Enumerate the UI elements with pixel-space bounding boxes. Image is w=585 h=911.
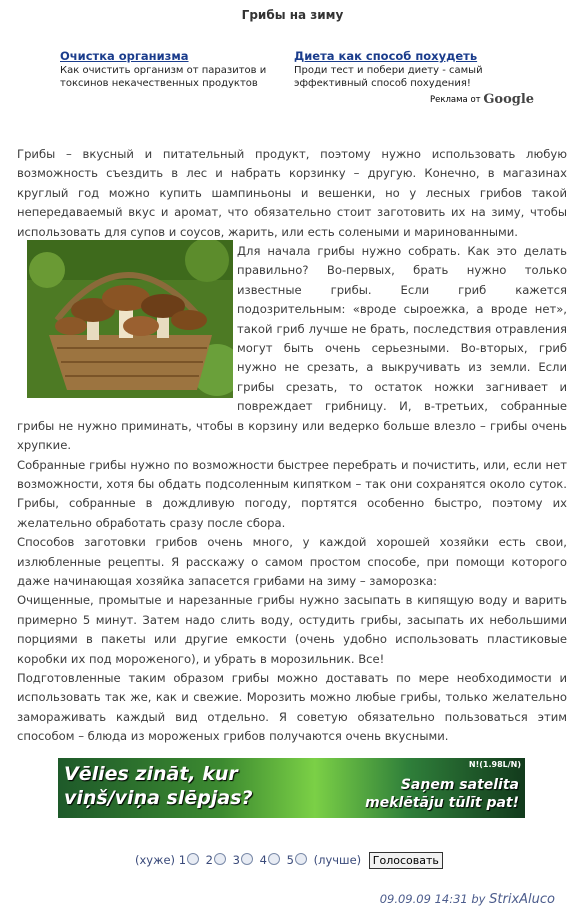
rating-better-label: (лучше) [313, 853, 362, 867]
rating-option-label: 2 [205, 853, 213, 867]
ad-credit-prefix: Реклама от [430, 95, 481, 105]
article-paragraph: Грибы – вкусный и питательный продукт, поэтому нужно использовать любую возможность съездить в лес и набрать корзинку – другую. Конечно, в магазинах круглый год можно купить шампиньоны и вешенки, но у лесных грибов такой непередаваемый вкус и аромат, что обязательно стоит заготовить их на зиму, чтобы использовать для супов и соусов, жарить, или есть солеными и маринованными. [17, 147, 567, 239]
google-logo: Google [483, 92, 535, 107]
ad-1-text: Как очистить организм от паразитов и токсинов некачественных продуктов [60, 65, 267, 89]
ad-block [60, 50, 540, 110]
article-paragraph: Подготовленные таким образом грибы можно доставать по мере необходимости и использовать так же, как и свежие. Морозить можно любые грибы, только желательно замораживать каждый вид отдельно. Я советую обязательно пользоваться этим способом – блюда из мороженых грибов получаются очень вкусными. [17, 670, 567, 744]
rating-form [135, 852, 443, 869]
ads-by-google[interactable] [430, 92, 534, 107]
ad-2-link[interactable]: Диета как способ похудеть [294, 49, 478, 63]
post-author-link[interactable]: StrixAluco [489, 892, 555, 907]
ad-1-link[interactable]: Очистка организма [60, 49, 189, 63]
banner-line1: Vēlies zināt, kur [64, 763, 238, 785]
banner-corner-text: N!(1.98L/N) [468, 760, 521, 769]
rating-option-label: 5 [286, 853, 294, 867]
post-by: by [471, 892, 486, 906]
advert-banner[interactable] [58, 758, 525, 818]
ad-2-text: Проди тест и побери диету - самый эффективный способ похудения! [294, 65, 483, 89]
banner-headline [64, 762, 253, 810]
rating-option-label: 3 [232, 853, 240, 867]
ad-2 [294, 50, 524, 90]
post-date: 09.09.09 14:31 [379, 892, 468, 906]
vote-button[interactable]: Голосовать [369, 852, 443, 869]
rating-radio-1[interactable] [187, 853, 199, 865]
banner-cta-line2: meklētāju tūlīt pat! [365, 795, 519, 811]
ad-1 [60, 50, 290, 90]
post-footer [380, 892, 555, 907]
article-paragraph: Собранные грибы нужно по возможности быстрее перебрать и почистить, или, если нет возможности, хотя бы обдать подсоленным кипятком – так они сохранятся около суток. Грибы, собранные в дождливую погоду, портятся особенно быстро, поэтому их желательно обработать сразу после сбора. [17, 457, 567, 530]
rating-radio-2[interactable] [214, 853, 226, 865]
rating-option-label: 1 [178, 853, 187, 867]
rating-radio-4[interactable] [268, 853, 280, 865]
article-paragraph: Способов заготовки грибов очень много, у каждой хорошей хозяйки есть свои, излюбленные рецепты. Я расскажу о самом простом способе, при помощи которого даже начинающая хозяйка запасется грибами на зиму – заморозка: [17, 535, 567, 588]
banner-cta-line1: Saņem satelita [400, 777, 519, 793]
page-title: Грибы на зиму [241, 8, 344, 22]
article-body [17, 145, 567, 747]
rating-option-label: 4 [259, 853, 267, 867]
mushroom-basket-image [27, 240, 233, 398]
banner-cta [365, 776, 519, 812]
article-paragraph: Очищенные, промытые и нарезанные грибы нужно засыпать в кипящую воду и варить примерно 5 минут. Затем надо слить воду, остудить грибы, засыпать их небольшими порциями в пакеты или другие емкости (очень удобно использовать пластиковые коробки их под мороженого), и убрать в морозильник. Все! [17, 593, 567, 666]
rating-radio-3[interactable] [241, 853, 253, 865]
article-paragraph: Для начала грибы нужно собрать. Как это делать правильно? Во-первых, брать нужно только известные грибы. Если гриб кажется подозрительным: «вроде сыроежка, а вроде нет», такой гриб лучше не брать, последствия отравления могут быть очень серьезными. Во-вторых, гриб нужно не срезать, а выкручивать из земли. Если грибы срезать, то остаток ножки загнивает и повреждает грибницу. И, в-третьих, собранные грибы не нужно приминать, чтобы в корзину или ведерко больше влезло – грибы очень хрупкие. [17, 244, 567, 453]
banner-line2: viņš/viņa slēpjas? [64, 787, 253, 809]
rating-radio-5[interactable] [295, 853, 307, 865]
rating-worse-label: (хуже) [135, 853, 176, 867]
